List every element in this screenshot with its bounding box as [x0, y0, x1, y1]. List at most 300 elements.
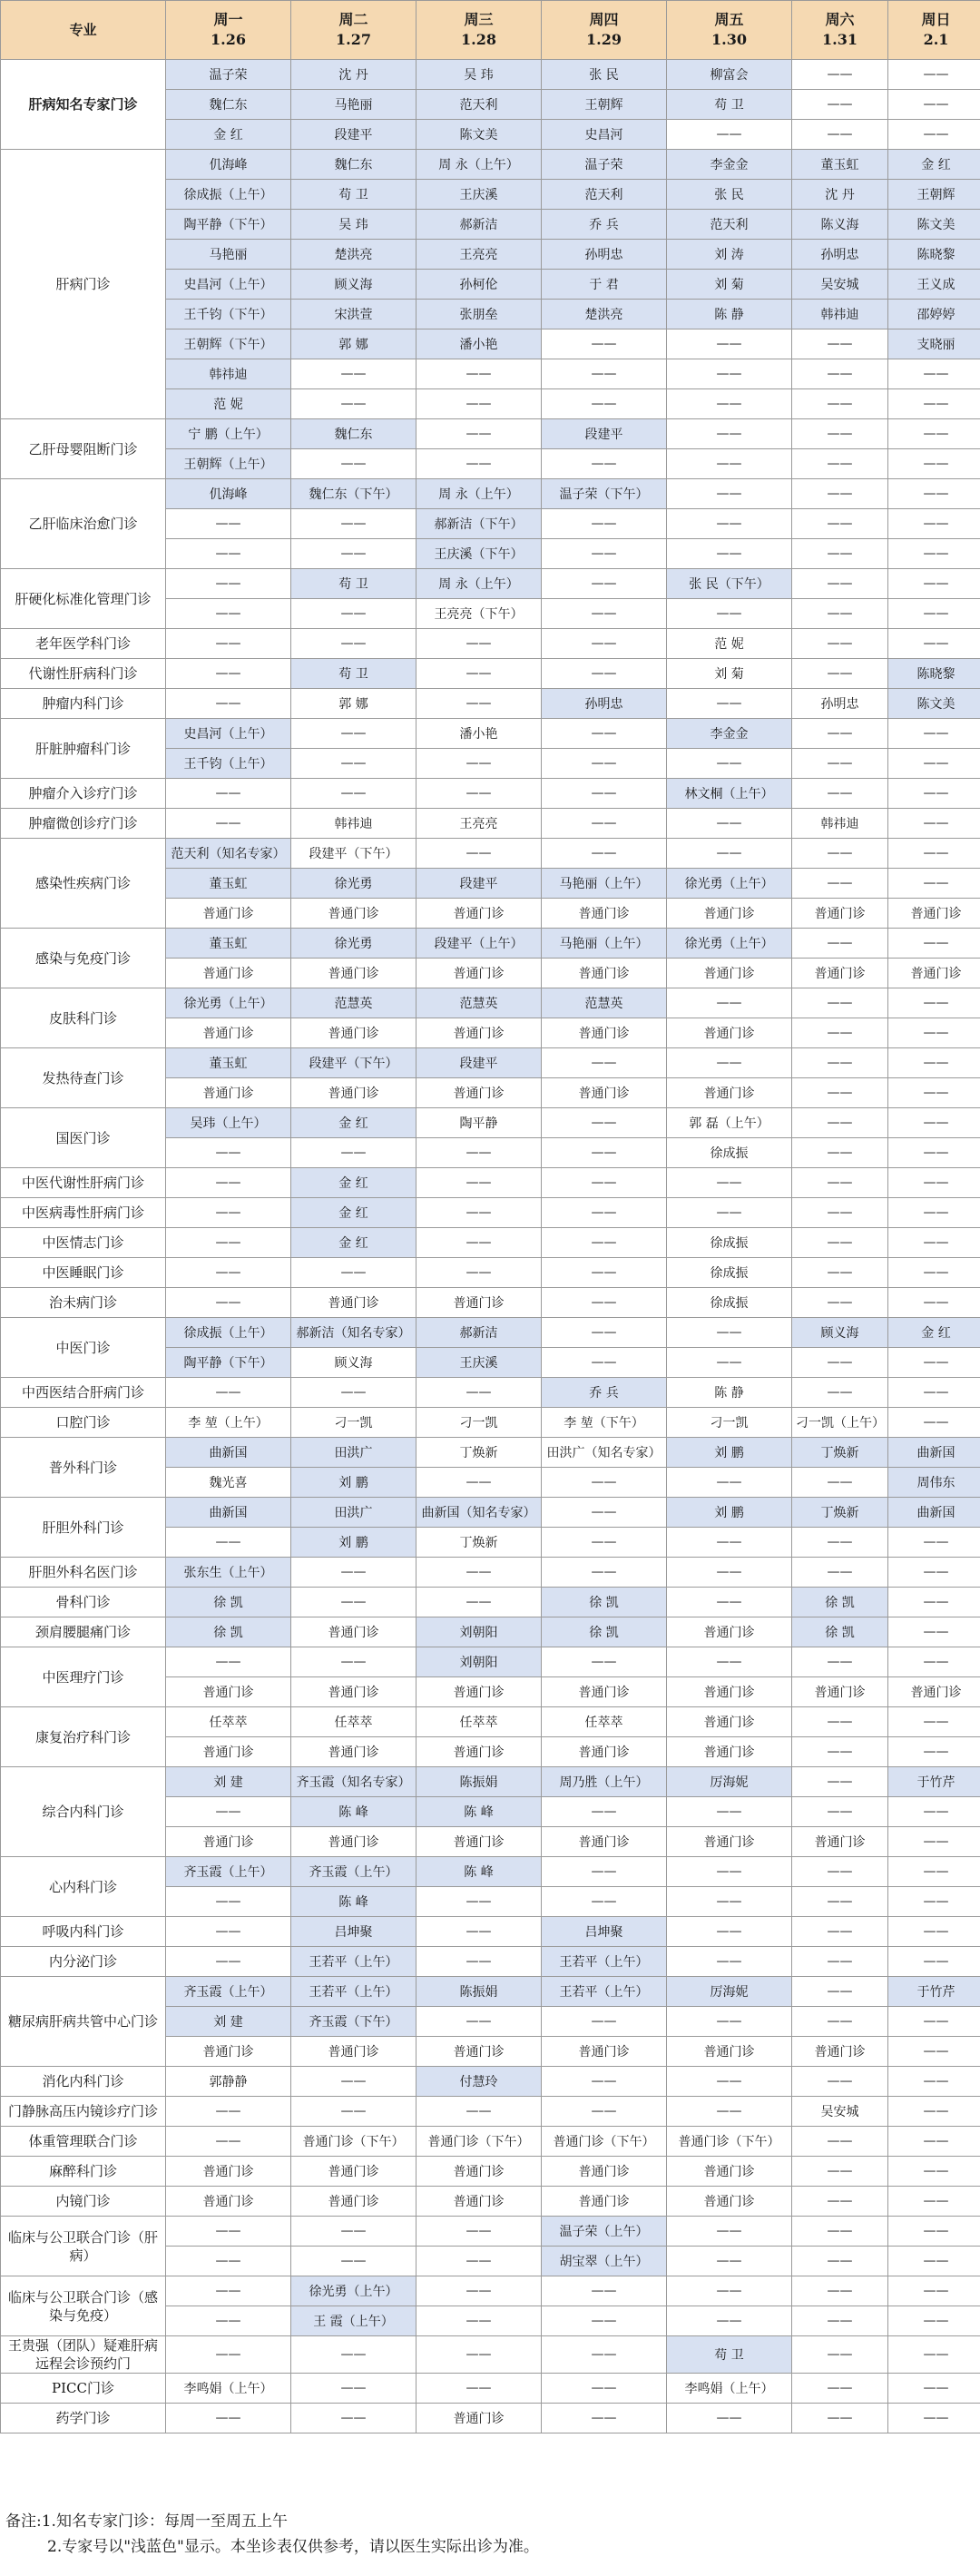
schedule-cell-fri: ——	[667, 1198, 792, 1228]
schedule-cell-sat: ——	[792, 2217, 888, 2247]
schedule-cell-thu: ——	[542, 809, 667, 839]
schedule-cell-tue: ——	[291, 2247, 416, 2276]
expert-slot-cell-wed: 郝新洁	[416, 210, 542, 240]
schedule-cell-sun: ——	[888, 2306, 980, 2336]
schedule-cell-fri: ——	[667, 2007, 792, 2037]
schedule-cell-sat: ——	[792, 1767, 888, 1797]
day-header-fri	[667, 1, 792, 60]
schedule-cell-wed: 普通门诊	[416, 2157, 542, 2187]
department-name: 王贵强（团队）疑难肝病远程会诊预约门	[1, 2336, 166, 2374]
schedule-cell-sun: ——	[888, 1947, 980, 1977]
schedule-cell-wed: ——	[416, 389, 542, 419]
table-row	[1, 2097, 980, 2127]
schedule-cell-thu: ——	[542, 659, 667, 689]
schedule-cell-fri: ——	[667, 809, 792, 839]
schedule-cell-tue: ——	[291, 2067, 416, 2097]
department-name: PICC门诊	[1, 2374, 166, 2404]
expert-slot-cell-mon: 曲新国	[166, 1438, 291, 1468]
schedule-cell-sat: ——	[792, 449, 888, 479]
expert-slot-cell-wed: 周 永（上午）	[416, 150, 542, 180]
schedule-cell-thu: ——	[542, 749, 667, 779]
department-name: 肝脏肿瘤科门诊	[1, 719, 166, 779]
department-name: 肿瘤微创诊疗门诊	[1, 809, 166, 839]
department-name: 治未病门诊	[1, 1288, 166, 1318]
schedule-cell-tue: ——	[291, 629, 416, 659]
expert-slot-cell-fri: 苟 卫	[667, 90, 792, 120]
expert-slot-cell-thu: 周乃胜（上午）	[542, 1767, 667, 1797]
expert-slot-cell-thu: 温子荣（上午）	[542, 2217, 667, 2247]
expert-slot-cell-tue: 金 红	[291, 1228, 416, 1258]
expert-slot-cell-sun: 支晓丽	[888, 329, 980, 359]
schedule-cell-tue: 普通门诊	[291, 1737, 416, 1767]
schedule-cell-sun: ——	[888, 569, 980, 599]
schedule-cell-fri: 范 妮	[667, 629, 792, 659]
expert-slot-cell-tue: 齐玉霞（上午）	[291, 1857, 416, 1887]
schedule-cell-fri: ——	[667, 539, 792, 569]
schedule-cell-sun: ——	[888, 1348, 980, 1378]
department-name: 肿瘤内科门诊	[1, 689, 166, 719]
schedule-cell-fri: ——	[667, 2247, 792, 2276]
expert-slot-cell-wed: 陈文美	[416, 120, 542, 150]
date-label: 1.27	[336, 31, 371, 48]
department-name: 门静脉高压内镜诊疗门诊	[1, 2097, 166, 2127]
expert-slot-cell-mon: 陶平静（下午）	[166, 210, 291, 240]
schedule-cell-tue: 韩祎迪	[291, 809, 416, 839]
schedule-cell-sat: 韩祎迪	[792, 809, 888, 839]
schedule-cell-fri: ——	[667, 479, 792, 509]
schedule-cell-sat: 普通门诊	[792, 2037, 888, 2067]
expert-slot-cell-fri: 刘 菊	[667, 270, 792, 300]
schedule-cell-mon: ——	[166, 1378, 291, 1408]
expert-slot-cell-tue: 宋洪萱	[291, 300, 416, 329]
expert-slot-cell-sun: 邵婷婷	[888, 300, 980, 329]
expert-slot-cell-fri: 柳富会	[667, 60, 792, 90]
schedule-cell-thu: ——	[542, 1797, 667, 1827]
expert-slot-cell-mon: 王朝辉（上午）	[166, 449, 291, 479]
expert-slot-cell-wed: 潘小艳	[416, 329, 542, 359]
schedule-cell-wed: ——	[416, 1168, 542, 1198]
schedule-cell-thu: ——	[542, 1647, 667, 1677]
expert-slot-cell-thu: 马艳丽（上午）	[542, 869, 667, 899]
schedule-cell-thu: ——	[542, 1528, 667, 1558]
schedule-cell-sat: ——	[792, 2127, 888, 2157]
schedule-cell-mon: ——	[166, 1288, 291, 1318]
table-row	[1, 1857, 980, 1887]
schedule-cell-wed: ——	[416, 1468, 542, 1498]
expert-slot-cell-sun: 陈晓黎	[888, 240, 980, 270]
expert-slot-cell-fri: 张 民	[667, 180, 792, 210]
schedule-cell-sun: ——	[888, 1827, 980, 1857]
schedule-cell-fri: ——	[667, 1558, 792, 1588]
schedule-cell-sun: ——	[888, 1018, 980, 1048]
department-name: 肿瘤介入诊疗门诊	[1, 779, 166, 809]
schedule-cell-fri: 徐成振	[667, 1228, 792, 1258]
expert-slot-cell-mon: 魏仁东	[166, 90, 291, 120]
table-row	[1, 719, 980, 749]
table-row	[1, 1767, 980, 1797]
expert-slot-cell-sun: 周伟东	[888, 1468, 980, 1498]
expert-slot-cell-wed: 王亮亮	[416, 240, 542, 270]
expert-slot-cell-sun: 曲新国	[888, 1498, 980, 1528]
schedule-cell-fri: ——	[667, 120, 792, 150]
schedule-cell-mon: 普通门诊	[166, 1737, 291, 1767]
schedule-cell-mon: ——	[166, 779, 291, 809]
schedule-cell-sat: ——	[792, 1258, 888, 1288]
schedule-cell-fri: ——	[667, 1048, 792, 1078]
schedule-cell-mon: ——	[166, 1947, 291, 1977]
schedule-cell-sat: ——	[792, 1917, 888, 1947]
expert-slot-cell-wed: 王庆溪	[416, 180, 542, 210]
schedule-cell-wed: ——	[416, 1138, 542, 1168]
expert-slot-cell-fri: 徐光勇（上午）	[667, 869, 792, 899]
department-name: 康复治疗科门诊	[1, 1707, 166, 1767]
expert-slot-cell-fri: 刘 鹏	[667, 1438, 792, 1468]
schedule-cell-wed: ——	[416, 1917, 542, 1947]
schedule-cell-fri: ——	[667, 2067, 792, 2097]
schedule-cell-sat: ——	[792, 2187, 888, 2217]
schedule-cell-sat: ——	[792, 1468, 888, 1498]
expert-slot-cell-wed: 范慧英	[416, 988, 542, 1018]
expert-slot-cell-tue: 魏仁东	[291, 419, 416, 449]
schedule-cell-thu: ——	[542, 1288, 667, 1318]
schedule-cell-wed: ——	[416, 779, 542, 809]
department-name: 感染性疾病门诊	[1, 839, 166, 929]
schedule-cell-mon: 普通门诊	[166, 899, 291, 929]
schedule-cell-sun: ——	[888, 629, 980, 659]
schedule-cell-wed: 普通门诊	[416, 1677, 542, 1707]
schedule-cell-tue: ——	[291, 2217, 416, 2247]
schedule-cell-fri: ——	[667, 389, 792, 419]
schedule-cell-tue: 任萃萃	[291, 1707, 416, 1737]
schedule-cell-wed: 普通门诊	[416, 1288, 542, 1318]
schedule-cell-sun: ——	[888, 1198, 980, 1228]
schedule-cell-sat: ——	[792, 2247, 888, 2276]
schedule-cell-sun: ——	[888, 1528, 980, 1558]
schedule-cell-sat: ——	[792, 749, 888, 779]
schedule-cell-wed: ——	[416, 2306, 542, 2336]
department-name: 内分泌门诊	[1, 1947, 166, 1977]
schedule-cell-wed: 任萃萃	[416, 1707, 542, 1737]
date-label: 2.1	[923, 31, 949, 48]
weekday-label: 周三	[464, 11, 494, 28]
schedule-cell-tue: ——	[291, 719, 416, 749]
expert-slot-cell-tue: 王 霞（上午）	[291, 2306, 416, 2336]
expert-slot-cell-wed: 刘朝阳	[416, 1617, 542, 1647]
department-name: 心内科门诊	[1, 1857, 166, 1917]
expert-slot-cell-wed: 陈振娟	[416, 1767, 542, 1797]
department-name: 代谢性肝病科门诊	[1, 659, 166, 689]
schedule-cell-sat: 普通门诊	[792, 1827, 888, 1857]
day-header-mon	[166, 1, 291, 60]
department-column-header: 专业	[1, 1, 166, 60]
schedule-cell-wed: 潘小艳	[416, 719, 542, 749]
expert-slot-cell-wed: 段建平（上午）	[416, 929, 542, 959]
schedule-cell-thu: 普通门诊	[542, 1078, 667, 1108]
schedule-cell-thu: ——	[542, 1108, 667, 1138]
schedule-cell-sun: ——	[888, 2127, 980, 2157]
schedule-cell-thu: ——	[542, 1857, 667, 1887]
schedule-cell-sun: ——	[888, 2157, 980, 2187]
expert-slot-cell-thu: 马艳丽（上午）	[542, 929, 667, 959]
department-name: 中医病毒性肝病门诊	[1, 1198, 166, 1228]
expert-slot-cell-mon: 曲新国	[166, 1498, 291, 1528]
department-name: 综合内科门诊	[1, 1767, 166, 1857]
schedule-cell-sat: ——	[792, 1378, 888, 1408]
expert-slot-cell-wed: 吴 玮	[416, 60, 542, 90]
schedule-cell-fri: ——	[667, 329, 792, 359]
department-name: 骨科门诊	[1, 1588, 166, 1617]
expert-slot-cell-mon: 董玉虹	[166, 929, 291, 959]
expert-slot-cell-tue: 段建平（下午）	[291, 1048, 416, 1078]
department-name: 肝病知名专家门诊	[1, 60, 166, 150]
expert-slot-cell-thu: 徐 凯	[542, 1617, 667, 1647]
expert-slot-cell-tue: 郝新洁（知名专家）	[291, 1318, 416, 1348]
schedule-cell-wed: ——	[416, 2217, 542, 2247]
schedule-cell-fri: ——	[667, 1468, 792, 1498]
expert-slot-cell-sat: 董玉虹	[792, 150, 888, 180]
expert-slot-cell-thu: 徐 凯	[542, 1588, 667, 1617]
expert-slot-cell-mon: 齐玉霞（上午）	[166, 1857, 291, 1887]
footnote-line-1: 备注:1.知名专家门诊：每周一至周五上午	[5, 2512, 288, 2531]
weekday-label: 周二	[338, 11, 368, 28]
table-row	[1, 809, 980, 839]
expert-slot-cell-tue: 刘 鹏	[291, 1528, 416, 1558]
expert-slot-cell-mon: 金 红	[166, 120, 291, 150]
expert-slot-cell-tue: 王若平（上午）	[291, 1977, 416, 2007]
expert-slot-cell-tue: 顾义海	[291, 270, 416, 300]
table-row	[1, 1917, 980, 1947]
expert-slot-cell-sun: 于竹芹	[888, 1977, 980, 2007]
schedule-cell-fri: 陈 静	[667, 1378, 792, 1408]
schedule-cell-sun: ——	[888, 509, 980, 539]
schedule-cell-tue: 普通门诊	[291, 1018, 416, 1048]
schedule-cell-wed: ——	[416, 1887, 542, 1917]
department-name: 发热待查门诊	[1, 1048, 166, 1108]
schedule-cell-sat: ——	[792, 1707, 888, 1737]
expert-slot-cell-mon: 温子荣	[166, 60, 291, 90]
expert-slot-cell-wed: 孙柯伦	[416, 270, 542, 300]
schedule-cell-sat: ——	[792, 1977, 888, 2007]
schedule-cell-sat: 刁一凯（上午）	[792, 1408, 888, 1438]
schedule-cell-tue: 普通门诊	[291, 1827, 416, 1857]
schedule-cell-tue: ——	[291, 509, 416, 539]
day-header-sun	[888, 1, 980, 60]
expert-slot-cell-thu: 史昌河	[542, 120, 667, 150]
table-row	[1, 1558, 980, 1588]
schedule-cell-thu: ——	[542, 1198, 667, 1228]
schedule-cell-wed: 普通门诊	[416, 899, 542, 929]
schedule-cell-sun: ——	[888, 1048, 980, 1078]
schedule-cell-wed: 刁一凯	[416, 1408, 542, 1438]
expert-slot-cell-tue: 陈 峰	[291, 1887, 416, 1917]
schedule-cell-fri: 李鸣娟（上午）	[667, 2374, 792, 2404]
schedule-cell-sat: ——	[792, 929, 888, 959]
footnote-line-2: 2.专家号以"浅蓝色"显示。本坐诊表仅供参考，请以医生实际出诊为准。	[47, 2538, 539, 2556]
schedule-cell-sat: ——	[792, 988, 888, 1018]
schedule-cell-fri: ——	[667, 1318, 792, 1348]
expert-slot-cell-tue: 金 红	[291, 1108, 416, 1138]
expert-slot-cell-wed: 陈 峰	[416, 1857, 542, 1887]
department-name: 颈肩腰腿痛门诊	[1, 1617, 166, 1647]
department-name: 老年医学科门诊	[1, 629, 166, 659]
schedule-cell-tue: 普通门诊	[291, 2037, 416, 2067]
schedule-cell-tue: ——	[291, 749, 416, 779]
schedule-cell-thu: ——	[542, 599, 667, 629]
schedule-cell-sat: ——	[792, 2374, 888, 2404]
expert-slot-cell-thu: 乔 兵	[542, 1378, 667, 1408]
schedule-cell-thu: ——	[542, 1498, 667, 1528]
expert-slot-cell-mon: 徐成振（上午）	[166, 180, 291, 210]
schedule-cell-fri: ——	[667, 2097, 792, 2127]
schedule-cell-mon: 普通门诊	[166, 1677, 291, 1707]
department-name: 普外科门诊	[1, 1438, 166, 1498]
table-row	[1, 1198, 980, 1228]
department-name: 肝硬化标准化管理门诊	[1, 569, 166, 629]
schedule-cell-sat: ——	[792, 60, 888, 90]
schedule-cell-thu: ——	[542, 719, 667, 749]
schedule-cell-mon: 普通门诊	[166, 1078, 291, 1108]
schedule-cell-thu: ——	[542, 2336, 667, 2374]
schedule-cell-mon: ——	[166, 599, 291, 629]
schedule-cell-sat: 普通门诊	[792, 899, 888, 929]
expert-slot-cell-tue: 王若平（上午）	[291, 1947, 416, 1977]
schedule-cell-sun: ——	[888, 1558, 980, 1588]
schedule-cell-fri: ——	[667, 359, 792, 389]
department-name: 皮肤科门诊	[1, 988, 166, 1048]
schedule-cell-sun: ——	[888, 120, 980, 150]
schedule-cell-sun: ——	[888, 1588, 980, 1617]
expert-slot-cell-thu: 孙明忠	[542, 689, 667, 719]
schedule-cell-sun: ——	[888, 539, 980, 569]
schedule-cell-sun: ——	[888, 1917, 980, 1947]
schedule-cell-fri: ——	[667, 1887, 792, 1917]
schedule-cell-sun: ——	[888, 419, 980, 449]
expert-slot-cell-sun: 王朝辉	[888, 180, 980, 210]
schedule-cell-sun: ——	[888, 2067, 980, 2097]
schedule-cell-thu: ——	[542, 389, 667, 419]
date-label: 1.29	[586, 31, 622, 48]
table-row	[1, 1617, 980, 1647]
schedule-cell-wed: 普通门诊	[416, 1078, 542, 1108]
table-row	[1, 1707, 980, 1737]
schedule-cell-mon: 普通门诊	[166, 1827, 291, 1857]
schedule-cell-fri: ——	[667, 1857, 792, 1887]
expert-slot-cell-sun: 陈文美	[888, 210, 980, 240]
expert-slot-cell-sun: 陈晓黎	[888, 659, 980, 689]
expert-slot-cell-mon: 陶平静（下午）	[166, 1348, 291, 1378]
expert-slot-cell-tue: 齐玉霞（下午）	[291, 2007, 416, 2037]
schedule-cell-sat: 吴安城	[792, 2097, 888, 2127]
schedule-cell-sun: ——	[888, 2404, 980, 2433]
table-row	[1, 1228, 980, 1258]
schedule-cell-fri: ——	[667, 2306, 792, 2336]
schedule-cell-sat: ——	[792, 539, 888, 569]
department-name: 中医代谢性肝病门诊	[1, 1168, 166, 1198]
schedule-cell-sat: 普通门诊	[792, 1677, 888, 1707]
schedule-cell-sat: ——	[792, 1797, 888, 1827]
schedule-cell-tue: 顾义海	[291, 1348, 416, 1378]
schedule-cell-wed: 丁焕新	[416, 1438, 542, 1468]
expert-slot-cell-tue: 范慧英	[291, 988, 416, 1018]
schedule-cell-thu: ——	[542, 1887, 667, 1917]
expert-slot-cell-fri: 范天利	[667, 210, 792, 240]
expert-slot-cell-fri: 苟 卫	[667, 2336, 792, 2374]
day-header-tue	[291, 1, 416, 60]
schedule-cell-sun: ——	[888, 90, 980, 120]
schedule-cell-sat: ——	[792, 599, 888, 629]
table-row	[1, 2127, 980, 2157]
department-name: 临床与公卫联合门诊（肝病）	[1, 2217, 166, 2276]
department-name: 呼吸内科门诊	[1, 1917, 166, 1947]
schedule-cell-sat: ——	[792, 2067, 888, 2097]
table-row	[1, 779, 980, 809]
expert-slot-cell-mon: 史昌河（上午）	[166, 270, 291, 300]
schedule-cell-wed: ——	[416, 1558, 542, 1588]
schedule-cell-fri: ——	[667, 1797, 792, 1827]
schedule-cell-thu: ——	[542, 1348, 667, 1378]
schedule-cell-sun: ——	[888, 1378, 980, 1408]
schedule-cell-tue: 刁一凯	[291, 1408, 416, 1438]
schedule-cell-sun: ——	[888, 1138, 980, 1168]
expert-slot-cell-thu: 乔 兵	[542, 210, 667, 240]
schedule-cell-sun: ——	[888, 1228, 980, 1258]
schedule-cell-wed: ——	[416, 1378, 542, 1408]
schedule-cell-thu: 田洪广（知名专家）	[542, 1438, 667, 1468]
schedule-cell-fri: ——	[667, 449, 792, 479]
schedule-cell-sat: ——	[792, 1168, 888, 1198]
expert-slot-cell-sat: 徐 凯	[792, 1588, 888, 1617]
table-row	[1, 689, 980, 719]
schedule-cell-sat: ——	[792, 2157, 888, 2187]
schedule-cell-sat: ——	[792, 389, 888, 419]
schedule-cell-thu: ——	[542, 509, 667, 539]
schedule-cell-thu: 普通门诊	[542, 1677, 667, 1707]
schedule-cell-mon: ——	[166, 1528, 291, 1558]
schedule-cell-wed: 普通门诊	[416, 2187, 542, 2217]
schedule-cell-tue: ——	[291, 2374, 416, 2404]
expert-slot-cell-wed: 周 永（上午）	[416, 479, 542, 509]
expert-slot-cell-thu: 温子荣	[542, 150, 667, 180]
expert-slot-cell-tue: 陈 峰	[291, 1797, 416, 1827]
schedule-cell-tue: 普通门诊	[291, 899, 416, 929]
schedule-cell-mon: ——	[166, 1198, 291, 1228]
schedule-cell-sat: ——	[792, 90, 888, 120]
schedule-cell-fri: ——	[667, 419, 792, 449]
schedule-cell-fri: 普通门诊	[667, 959, 792, 988]
schedule-cell-sun: ——	[888, 2217, 980, 2247]
schedule-cell-tue: 普通门诊	[291, 1617, 416, 1647]
schedule-cell-tue: ——	[291, 2336, 416, 2374]
schedule-cell-fri: 郭 磊（上午）	[667, 1108, 792, 1138]
table-row	[1, 2157, 980, 2187]
table-row	[1, 1408, 980, 1438]
schedule-cell-thu: ——	[542, 779, 667, 809]
schedule-cell-wed: ——	[416, 749, 542, 779]
schedule-cell-thu: ——	[542, 2404, 667, 2433]
expert-slot-cell-tue: 金 红	[291, 1168, 416, 1198]
schedule-cell-sat: 普通门诊	[792, 959, 888, 988]
expert-slot-cell-sun: 王义成	[888, 270, 980, 300]
schedule-cell-sun: ——	[888, 599, 980, 629]
expert-slot-cell-wed: 陈 峰	[416, 1797, 542, 1827]
expert-slot-cell-tue: 吴 玮	[291, 210, 416, 240]
schedule-cell-thu: ——	[542, 539, 667, 569]
table-row	[1, 569, 980, 599]
expert-slot-cell-fri: 张 民（下午）	[667, 569, 792, 599]
schedule-cell-tue: 普通门诊	[291, 1078, 416, 1108]
expert-slot-cell-sat: 韩祎迪	[792, 300, 888, 329]
schedule-cell-sun: ——	[888, 2097, 980, 2127]
